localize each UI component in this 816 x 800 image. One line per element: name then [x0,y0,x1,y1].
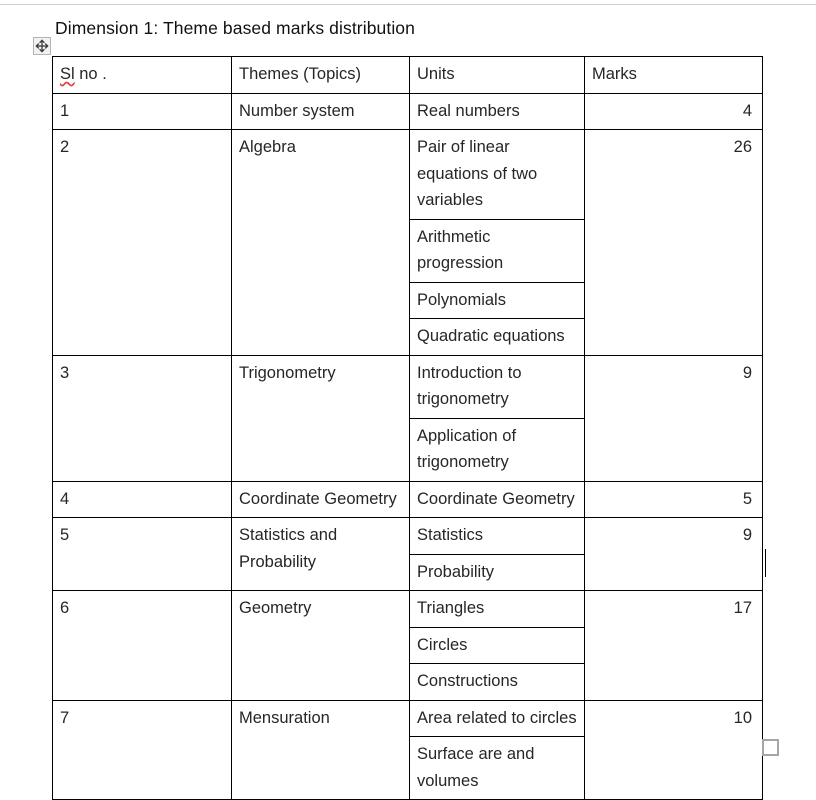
table-move-handle[interactable] [33,37,51,55]
column-header-units: Units [410,57,585,94]
cell-units [410,93,585,130]
move-cross-icon [34,38,50,54]
unit-item: Surface are and volumes [417,745,535,790]
cell-sl-no: 7 [53,700,232,800]
column-header-themes: Themes (Topics) [232,57,410,94]
unit-item: Quadratic equations [417,327,565,345]
table-resize-handle[interactable] [762,739,779,756]
unit-item: Statistics [410,518,584,555]
table-row[interactable] [53,700,763,800]
unit-item: Polynomials [410,283,584,320]
table-row[interactable] [53,591,763,701]
cell-theme: Geometry [232,591,410,701]
cell-theme: Algebra [232,130,410,356]
sl-no-header-suffix: no . [74,65,107,83]
table-header-row [53,57,763,94]
cell-sl-no: 5 [53,518,232,591]
page-title: Dimension 1: Theme based marks distribution [55,18,415,38]
column-header-sl-no [53,57,232,94]
cell-units [410,591,585,701]
cell-theme: Coordinate Geometry [232,481,410,518]
cell-marks: 26 [585,130,763,356]
cell-theme: Mensuration [232,700,410,800]
text-cursor-caret [765,549,766,577]
unit-item: Introduction to trigonometry [410,356,584,419]
cell-sl-no: 4 [53,481,232,518]
unit-item: Real numbers [417,101,520,120]
cell-marks: 9 [585,518,763,591]
sl-no-misspelled-word: Sl [60,65,75,83]
units-stack [410,701,584,800]
unit-item: Probability [417,562,495,581]
column-header-marks: Marks [585,57,763,94]
unit-item: Area related to circles [410,701,584,738]
units-stack [410,130,584,355]
cell-units [410,355,585,481]
table-row[interactable] [53,93,763,130]
unit-item: Arithmetic progression [410,220,584,283]
units-stack [410,591,584,700]
unit-item: Triangles [410,591,584,628]
cell-theme: Statistics and Probability [232,518,410,591]
cell-units [410,700,585,800]
marks-distribution-table[interactable] [52,56,763,800]
cell-units [410,481,585,518]
cell-marks: 9 [585,355,763,481]
cell-units [410,130,585,356]
units-stack [410,518,584,590]
table-row[interactable] [53,130,763,356]
cell-theme: Number system [232,93,410,130]
units-stack [410,356,584,481]
unit-item: Circles [410,628,584,665]
cell-sl-no: 6 [53,591,232,701]
cell-marks: 17 [585,591,763,701]
unit-item: Application of trigonometry [417,426,517,471]
cell-marks: 4 [585,93,763,130]
cell-marks: 5 [585,481,763,518]
table-row[interactable] [53,518,763,591]
cell-marks: 10 [585,700,763,800]
units-stack [410,482,584,518]
unit-item: Pair of linear equations of two variables [410,130,584,220]
cell-sl-no: 2 [53,130,232,356]
cell-sl-no: 1 [53,93,232,130]
cell-theme: Trigonometry [232,355,410,481]
unit-item: Constructions [417,672,518,690]
table-row[interactable] [53,481,763,518]
units-stack [410,94,584,130]
table-row[interactable] [53,355,763,481]
cell-units [410,518,585,591]
unit-item: Coordinate Geometry [417,489,575,508]
cell-sl-no: 3 [53,355,232,481]
